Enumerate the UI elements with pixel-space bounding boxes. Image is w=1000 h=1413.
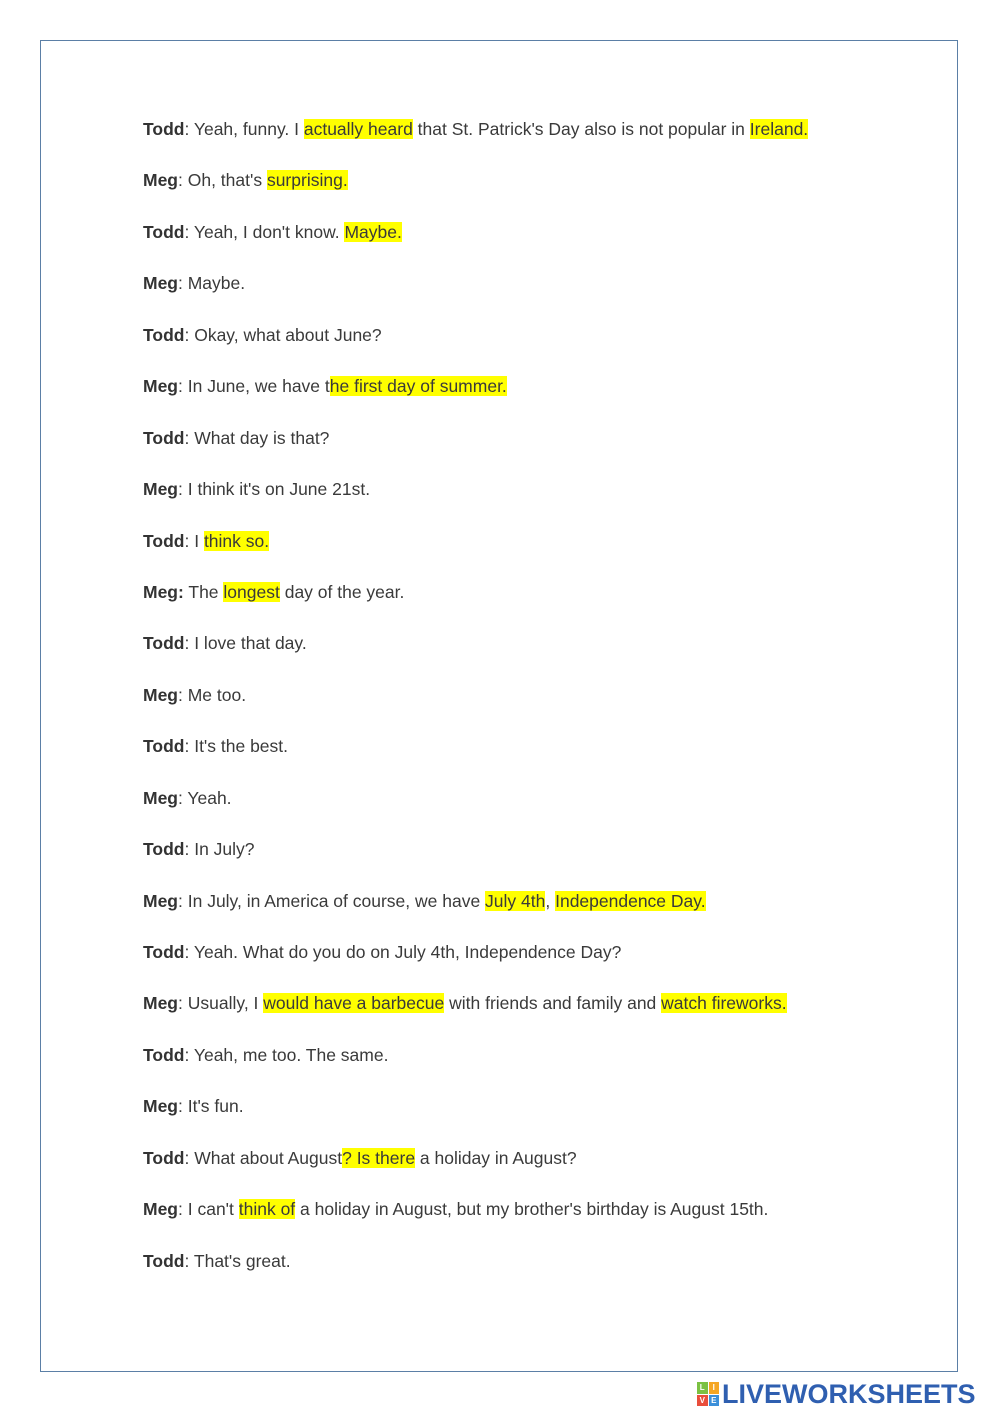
dialogue-line	[143, 118, 903, 169]
speaker-separator: :	[178, 993, 188, 1014]
speaker-name: Todd	[143, 1044, 185, 1065]
speaker-name: Meg	[143, 376, 178, 397]
speaker-separator: :	[178, 479, 188, 500]
speaker-separator: :	[184, 839, 195, 860]
dialogue-line	[143, 581, 903, 632]
speaker-name: Meg	[143, 479, 178, 500]
speaker-name: Meg	[143, 890, 178, 911]
dialogue-line	[143, 992, 903, 1043]
dialogue-line	[143, 221, 903, 272]
dialogue-line	[143, 324, 903, 375]
highlighted-phrase: think so.	[203, 530, 270, 551]
line-text: It's fun.	[187, 1096, 244, 1117]
dialogue-line	[143, 1044, 903, 1095]
dialogue-line	[143, 838, 903, 889]
speaker-separator: :	[178, 376, 188, 397]
speaker-name: Todd	[143, 736, 185, 757]
dialogue-line	[143, 1147, 903, 1198]
line-text: Oh, that's	[187, 170, 267, 191]
line-text: Yeah. What do you do on July 4th, Independence Day?	[193, 942, 622, 962]
highlighted-phrase: longest	[223, 581, 280, 602]
highlighted-phrase: would have a barbecue	[263, 993, 445, 1014]
dialogue-line	[143, 890, 903, 941]
line-text: What day is that?	[194, 427, 330, 448]
speaker-name: Todd	[143, 839, 185, 860]
highlighted-phrase: think of	[238, 1199, 296, 1220]
dialogue-line	[143, 735, 903, 786]
speaker-separator: :	[184, 324, 195, 345]
line-text: with friends and family and	[444, 993, 662, 1014]
speaker-separator: :	[184, 1147, 195, 1168]
speaker-name: Meg	[143, 993, 178, 1014]
highlighted-phrase: Maybe.	[344, 221, 402, 242]
speaker-name: Meg	[143, 273, 178, 294]
line-text: That's great.	[193, 1250, 291, 1271]
speaker-separator: :	[184, 427, 195, 448]
line-text: In July?	[194, 839, 255, 860]
speaker-separator: :	[184, 1250, 194, 1271]
dialogue-line	[143, 632, 903, 683]
dialogue-line	[143, 375, 903, 426]
speaker-name: Todd	[143, 1147, 185, 1168]
highlighted-phrase: surprising.	[266, 170, 348, 191]
line-text: day of the year.	[279, 581, 405, 602]
speaker-separator: :	[184, 1044, 194, 1065]
dialogue-line	[143, 1095, 903, 1146]
speaker-name: Todd	[143, 530, 185, 551]
dialogue-transcript	[143, 118, 903, 1301]
line-text: What about August	[194, 1147, 343, 1168]
dialogue-line	[143, 941, 903, 992]
line-text: ,	[545, 890, 556, 911]
speaker-separator: :	[184, 942, 194, 962]
speaker-separator: :	[178, 684, 188, 705]
liveworksheets-logo-text: LIVEWORKSHEETS	[722, 1378, 976, 1409]
speaker-name: Meg	[143, 1096, 178, 1117]
dialogue-line	[143, 169, 903, 220]
speaker-separator: :	[184, 633, 195, 654]
highlighted-phrase: actually heard	[303, 119, 413, 139]
speaker-name: Todd	[143, 1250, 185, 1271]
speaker-name: Todd	[143, 942, 185, 962]
liveworksheets-logo-icon: L I V E	[697, 1382, 719, 1406]
highlighted-phrase: ? Is there	[342, 1147, 416, 1168]
dialogue-line	[143, 272, 903, 323]
line-text: I love that day.	[194, 633, 307, 654]
speaker-separator: :	[178, 787, 188, 808]
speaker-separator: :	[178, 890, 188, 911]
highlighted-phrase: watch fireworks.	[661, 993, 787, 1014]
speaker-name: Meg	[143, 170, 178, 191]
highlighted-phrase: Independence Day.	[555, 890, 706, 911]
dialogue-line	[143, 684, 903, 735]
dialogue-line	[143, 478, 903, 529]
speaker-name: Todd	[143, 633, 185, 654]
speaker-separator: :	[178, 1096, 188, 1117]
speaker-separator: :	[184, 221, 194, 242]
speaker-name: Todd	[143, 119, 185, 139]
dialogue-line	[143, 1198, 903, 1249]
highlighted-phrase: he first day of summer.	[329, 376, 507, 397]
speaker-name: Meg	[143, 1199, 178, 1220]
liveworksheets-logo[interactable]	[697, 1380, 976, 1408]
line-text: Yeah, funny. I	[193, 119, 304, 139]
line-text: a holiday in August, but my brother's birthday is August 15th.	[295, 1199, 769, 1220]
dialogue-line	[143, 787, 903, 838]
line-text: In June, we have t	[187, 376, 330, 397]
line-text: a holiday in August?	[415, 1147, 577, 1168]
line-text: Yeah.	[187, 787, 232, 808]
speaker-name: Meg:	[143, 581, 184, 602]
speaker-name: Todd	[143, 427, 185, 448]
speaker-separator: :	[184, 119, 194, 139]
dialogue-line	[143, 427, 903, 478]
speaker-separator: :	[184, 736, 195, 757]
speaker-name: Todd	[143, 221, 185, 242]
line-text: It's the best.	[194, 736, 289, 757]
line-text: Okay, what about June?	[194, 324, 382, 345]
line-text: I	[194, 530, 204, 551]
highlighted-phrase: Ireland.	[749, 119, 809, 139]
line-text: Yeah, I don't know.	[193, 221, 345, 242]
line-text: Me too.	[187, 684, 247, 705]
speaker-separator: :	[178, 170, 188, 191]
speaker-name: Todd	[143, 324, 185, 345]
speaker-separator: :	[178, 273, 188, 294]
line-text: that St. Patrick's Day also is not popular in	[412, 119, 750, 139]
dialogue-line	[143, 1250, 903, 1301]
line-text: Usually, I	[187, 993, 264, 1014]
line-text: I think it's on June 21st.	[187, 479, 371, 500]
line-text: Yeah, me too. The same.	[193, 1044, 389, 1065]
line-text: The	[188, 581, 224, 602]
speaker-name: Meg	[143, 684, 178, 705]
line-text: I can't	[187, 1199, 239, 1220]
dialogue-line	[143, 530, 903, 581]
line-text: Maybe.	[187, 273, 246, 294]
speaker-separator: :	[184, 530, 195, 551]
highlighted-phrase: July 4th	[485, 890, 546, 911]
speaker-separator: :	[178, 1199, 188, 1220]
speaker-name: Meg	[143, 787, 178, 808]
line-text: In July, in America of course, we have	[187, 890, 486, 911]
